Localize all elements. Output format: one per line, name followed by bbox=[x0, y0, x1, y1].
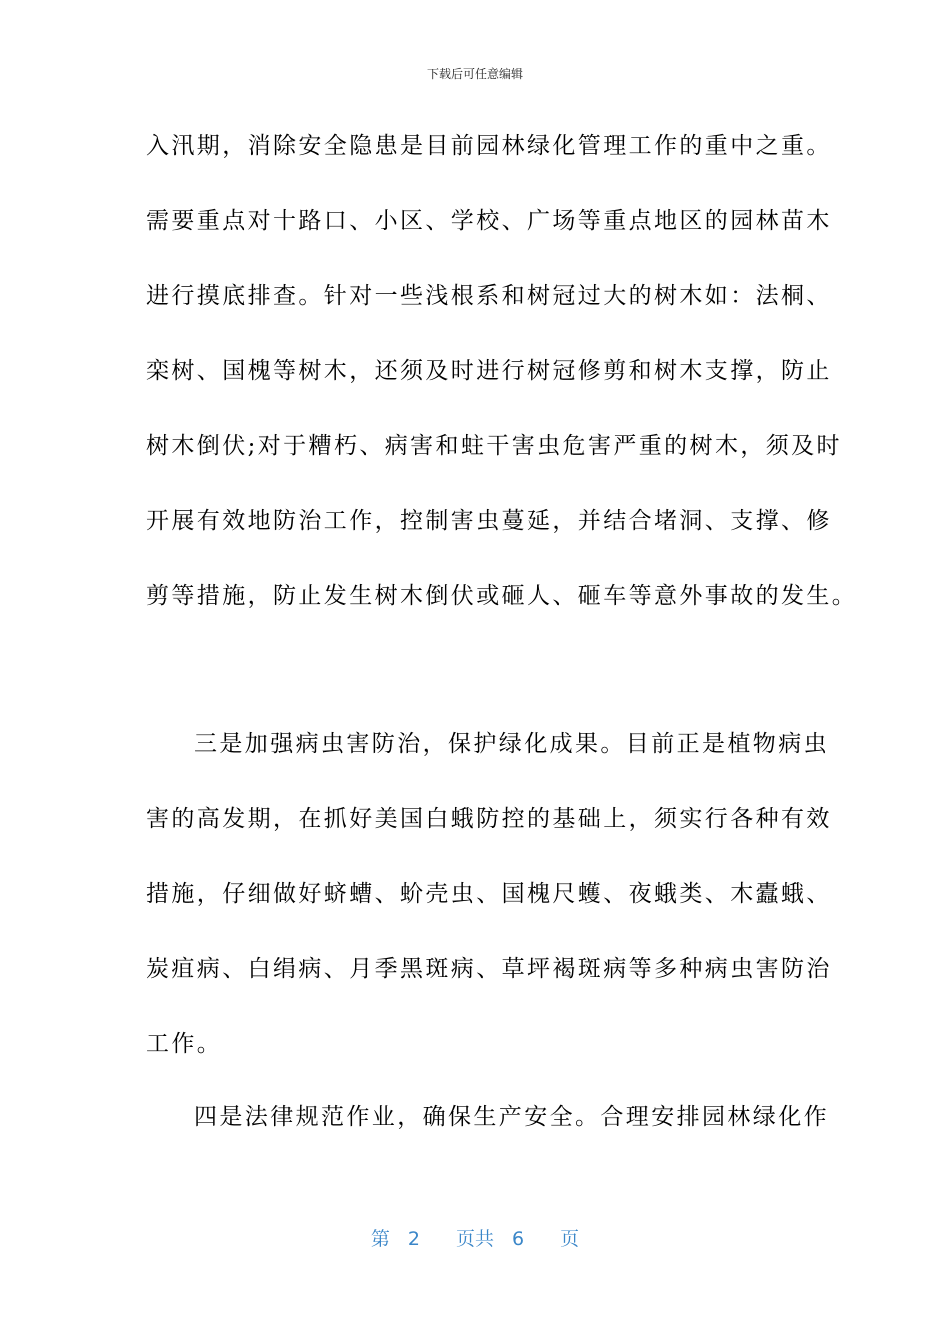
body-line-2: 需要重点对十路口、小区、学校、广场等重点地区的园林苗木 bbox=[146, 208, 832, 234]
body-line-9: 害的高发期，在抓好美国白蛾防控的基础上，须实行各种有效 bbox=[146, 806, 832, 832]
page-middle: 页共 bbox=[455, 1228, 494, 1250]
body-line-5: 树木倒伏;对于糟朽、病害和蛀干害虫危害严重的树木，须及时 bbox=[146, 433, 842, 459]
page-current: 2 bbox=[407, 1228, 420, 1250]
body-line-11: 炭疽病、白绢病、月季黑斑病、草坪褐斑病等多种病虫害防治 bbox=[146, 956, 832, 982]
body-line-12: 工作。 bbox=[146, 1031, 223, 1057]
body-line-4: 栾树、国槐等树木，还须及时进行树冠修剪和树木支撑，防止 bbox=[146, 358, 832, 384]
body-line-3: 进行摸底排查。针对一些浅根系和树冠过大的树木如：法桐、 bbox=[146, 283, 832, 309]
body-line-6: 开展有效地防治工作，控制害虫蔓延，并结合堵洞、支撑、修 bbox=[146, 508, 832, 534]
paragraph-4-first-line: 四是法律规范作业，确保生产安全。合理安排园林绿化作 bbox=[194, 1104, 829, 1130]
body-line-10: 措施，仔细做好蛴螬、蚧壳虫、国槐尺蠖、夜蛾类、木蠹蛾、 bbox=[146, 881, 832, 907]
page-prefix: 第 bbox=[370, 1228, 390, 1250]
paragraph-3-first-line: 三是加强病虫害防治，保护绿化成果。目前正是植物病虫 bbox=[194, 731, 829, 757]
header-note: 下载后可任意编辑 bbox=[426, 67, 523, 81]
page-total: 6 bbox=[512, 1228, 525, 1250]
page-number-footer bbox=[0, 1226, 950, 1252]
page-suffix: 页 bbox=[560, 1228, 580, 1250]
body-line-7: 剪等措施，防止发生树木倒伏或砸人、砸车等意外事故的发生。 bbox=[146, 583, 858, 609]
body-line-1: 入汛期，消除安全隐患是目前园林绿化管理工作的重中之重。 bbox=[146, 133, 832, 159]
